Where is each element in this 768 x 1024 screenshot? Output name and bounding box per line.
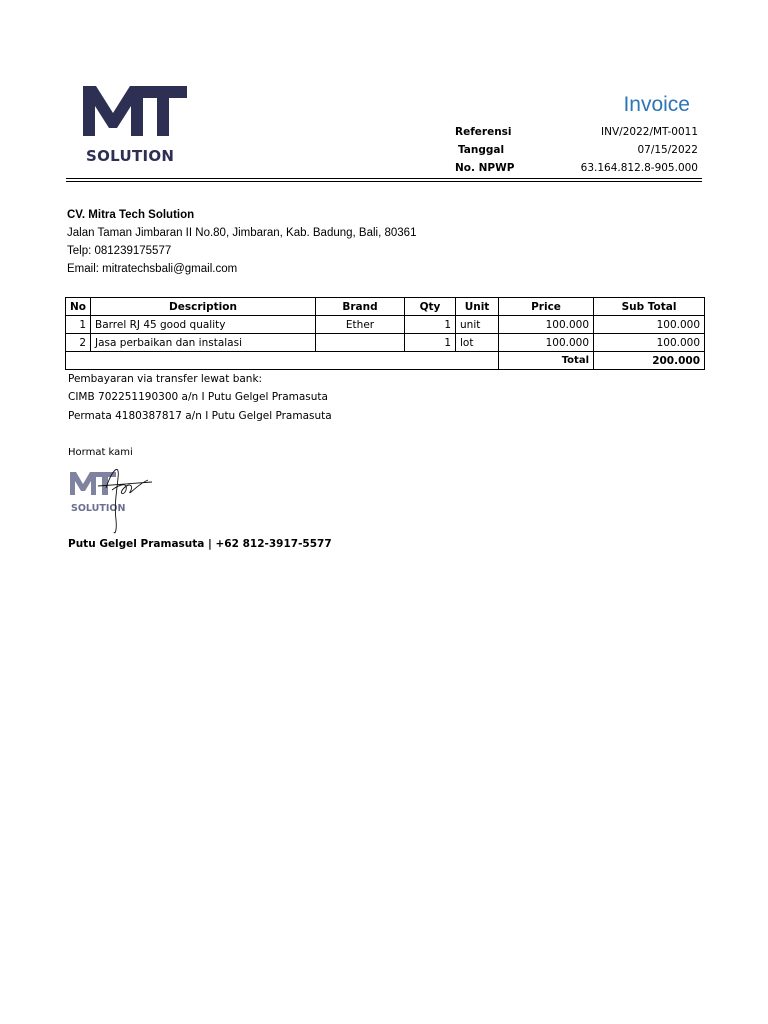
- header-unit: Unit: [456, 298, 499, 316]
- row-no: 1: [66, 316, 91, 334]
- table-row: [66, 316, 705, 334]
- closing-greeting: Hormat kami: [68, 447, 133, 458]
- invoice-title: Invoice: [623, 93, 690, 116]
- total-value: 200.000: [594, 352, 705, 370]
- total-label: Total: [499, 352, 594, 370]
- row-unit: lot: [456, 334, 499, 352]
- stamp-t-glyph: [94, 472, 116, 495]
- company-email: Email: mitratechsbali@gmail.com: [67, 263, 238, 275]
- header-brand: Brand: [316, 298, 405, 316]
- row-price: 100.000: [499, 334, 594, 352]
- payment-intro: Pembayaran via transfer lewat bank:: [68, 373, 263, 385]
- payment-bank-permata: Permata 4180387817 a/n I Putu Gelgel Pramasuta: [68, 410, 332, 422]
- header-qty: Qty: [405, 298, 456, 316]
- reference-label: Referensi: [455, 126, 512, 138]
- header-price: Price: [499, 298, 594, 316]
- stamp-wordmark: SOLUTION: [71, 503, 126, 514]
- date-label: Tanggal: [458, 144, 505, 156]
- row-qty: 1: [405, 334, 456, 352]
- logo-t-glyph: [139, 86, 187, 136]
- npwp-label: No. NPWP: [455, 162, 515, 174]
- invoice-items-table: [65, 297, 705, 370]
- row-qty: 1: [405, 316, 456, 334]
- row-unit: unit: [456, 316, 499, 334]
- row-subtotal: 100.000: [594, 334, 705, 352]
- header-subtotal: Sub Total: [594, 298, 705, 316]
- row-description: Barrel RJ 45 good quality: [91, 316, 316, 334]
- row-brand: [316, 334, 405, 352]
- stamp-m-glyph: [70, 472, 96, 495]
- row-brand: Ether: [316, 316, 405, 334]
- row-subtotal: 100.000: [594, 316, 705, 334]
- npwp-value: 63.164.812.8-905.000: [580, 162, 698, 174]
- header-divider-double: [66, 181, 702, 182]
- company-phone: Telp: 081239175577: [67, 245, 172, 257]
- reference-value: INV/2022/MT-0011: [601, 126, 698, 138]
- row-description: Jasa perbaikan dan instalasi: [91, 334, 316, 352]
- table-header-row: [66, 298, 705, 316]
- company-logo: [83, 86, 187, 136]
- payment-bank-cimb: CIMB 702251190300 a/n I Putu Gelgel Pramasuta: [68, 391, 328, 403]
- signer-name-phone: Putu Gelgel Pramasuta | +62 812-3917-5577: [68, 538, 332, 550]
- table-row: [66, 334, 705, 352]
- company-name: CV. Mitra Tech Solution: [67, 209, 195, 221]
- signature-stamp: [68, 460, 158, 540]
- row-no: 2: [66, 334, 91, 352]
- row-price: 100.000: [499, 316, 594, 334]
- total-spacer: [66, 352, 499, 370]
- date-value: 07/15/2022: [637, 144, 698, 156]
- logo-wordmark: SOLUTION: [86, 147, 175, 165]
- header-divider: [66, 178, 702, 179]
- total-row: [66, 352, 705, 370]
- logo-m-glyph: [83, 86, 143, 136]
- header-description: Description: [91, 298, 316, 316]
- company-address: Jalan Taman Jimbaran II No.80, Jimbaran, Kab. Badung, Bali, 80361: [67, 227, 417, 239]
- header-no: No: [66, 298, 91, 316]
